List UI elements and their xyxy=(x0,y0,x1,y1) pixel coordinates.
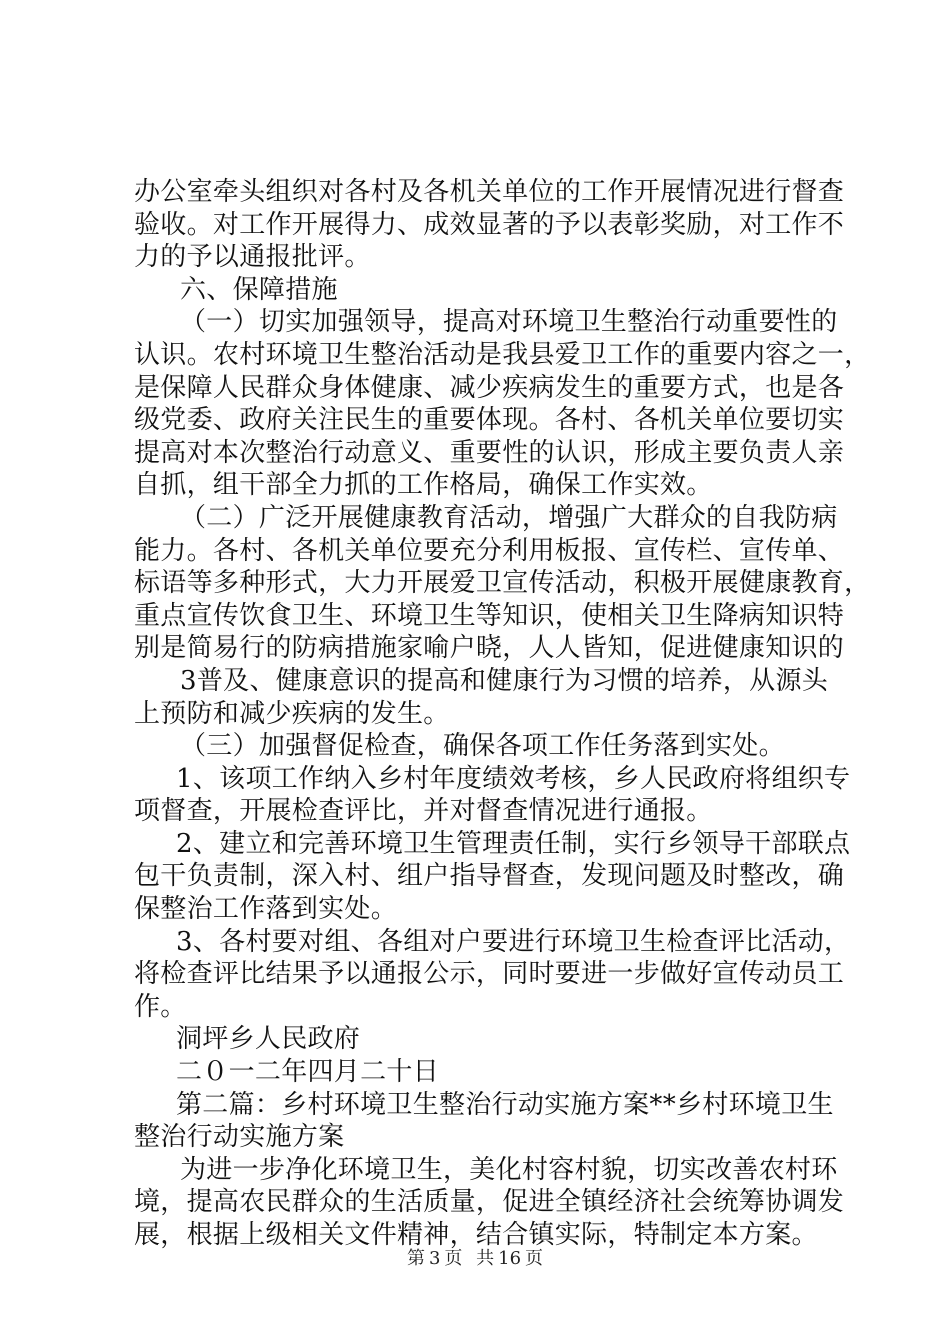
text-line: 六、保障措施 xyxy=(180,274,338,305)
total-pages-indicator: 共 16 页 xyxy=(476,1248,544,1269)
text-line: 作。 xyxy=(134,991,187,1022)
text-line: 3、各村要对组、各组对户要进行环境卫生检查评比活动， xyxy=(176,926,851,957)
text-line: 1、该项工作纳入乡村年度绩效考核，乡人民政府将组织专 xyxy=(176,763,851,794)
text-line: 验收。对工作开展得力、成效显著的予以表彰奖励，对工作不 xyxy=(134,209,845,240)
text-line: 自抓，组干部全力抓的工作格局，确保工作实效。 xyxy=(134,470,713,501)
page-indicator: 第 3 页 xyxy=(406,1248,463,1269)
text-line: 洞坪乡人民政府 xyxy=(176,1024,361,1055)
text-line: 提高对本次整治行动意义、重要性的认识，形成主要负责人亲 xyxy=(134,437,845,468)
text-line: 第二篇：乡村环境卫生整治行动实施方案**乡村环境卫生 xyxy=(176,1089,834,1120)
text-line: 展，根据上级相关文件精神，结合镇实际，特制定本方案。 xyxy=(134,1220,818,1250)
text-line: 办公室牵头组织对各村及各机关单位的工作开展情况进行督查 xyxy=(134,177,845,207)
text-line: 级党委、政府关注民生的重要体现。各村、各机关单位要切实 xyxy=(134,405,845,436)
text-line: 二０一二年四月二十日 xyxy=(176,1057,440,1088)
page-number: 3 xyxy=(428,1248,441,1269)
text-line: 能力。各村、各机关单位要充分利用板报、宣传栏、宣传单、 xyxy=(134,535,845,566)
text-line: 力的予以通报批评。 xyxy=(134,242,371,273)
text-line: 项督查，开展检查评比，并对督查情况进行通报。 xyxy=(134,796,713,827)
text-line: 重点宣传饮食卫生、环境卫生等知识，使相关卫生降病知识特 xyxy=(134,600,845,631)
document-body xyxy=(134,176,871,1252)
text-line: 是保障人民群众身体健康、减少疾病发生的重要方式，也是各 xyxy=(134,372,845,403)
text-line: 包干负责制，深入村、组户指导督查，发现问题及时整改，确 xyxy=(134,861,845,892)
text-line: 2、建立和完善环境卫生管理责任制，实行乡领导干部联点 xyxy=(176,828,851,859)
text-line: 标语等多种形式，大力开展爱卫宣传活动，积极开展健康教育， xyxy=(134,568,871,599)
text-line: 境，提高农民群众的生活质量，促进全镇经济社会统筹协调发 xyxy=(134,1187,845,1218)
text-line: 3普及、健康意识的提高和健康行为习惯的培养，从源头 xyxy=(180,665,829,696)
text-line: （一）切实加强领导，提高对环境卫生整治行动重要性的 xyxy=(180,307,838,338)
page-footer xyxy=(0,1244,950,1270)
text-line: 认识。农村环境卫生整治活动是我县爱卫工作的重要内容之一， xyxy=(134,339,871,370)
text-line: （三）加强督促检查，确保各项工作任务落到实处。 xyxy=(180,731,785,762)
text-line: 为进一步净化环境卫生，美化村容村貌，切实改善农村环 xyxy=(180,1154,838,1185)
text-line: 上预防和减少疾病的发生。 xyxy=(134,698,450,729)
text-line: 保整治工作落到实处。 xyxy=(134,894,398,925)
text-line: 将检查评比结果予以通报公示，同时要进一步做好宣传动员工 xyxy=(134,959,845,990)
text-line: （二）广泛开展健康教育活动，增强广大群众的自我防病 xyxy=(180,502,838,533)
total-pages: 16 xyxy=(498,1248,522,1269)
text-line: 整治行动实施方案 xyxy=(134,1122,345,1153)
text-line: 别是简易行的防病措施家喻户晓，人人皆知，促进健康知识的 xyxy=(134,633,845,664)
